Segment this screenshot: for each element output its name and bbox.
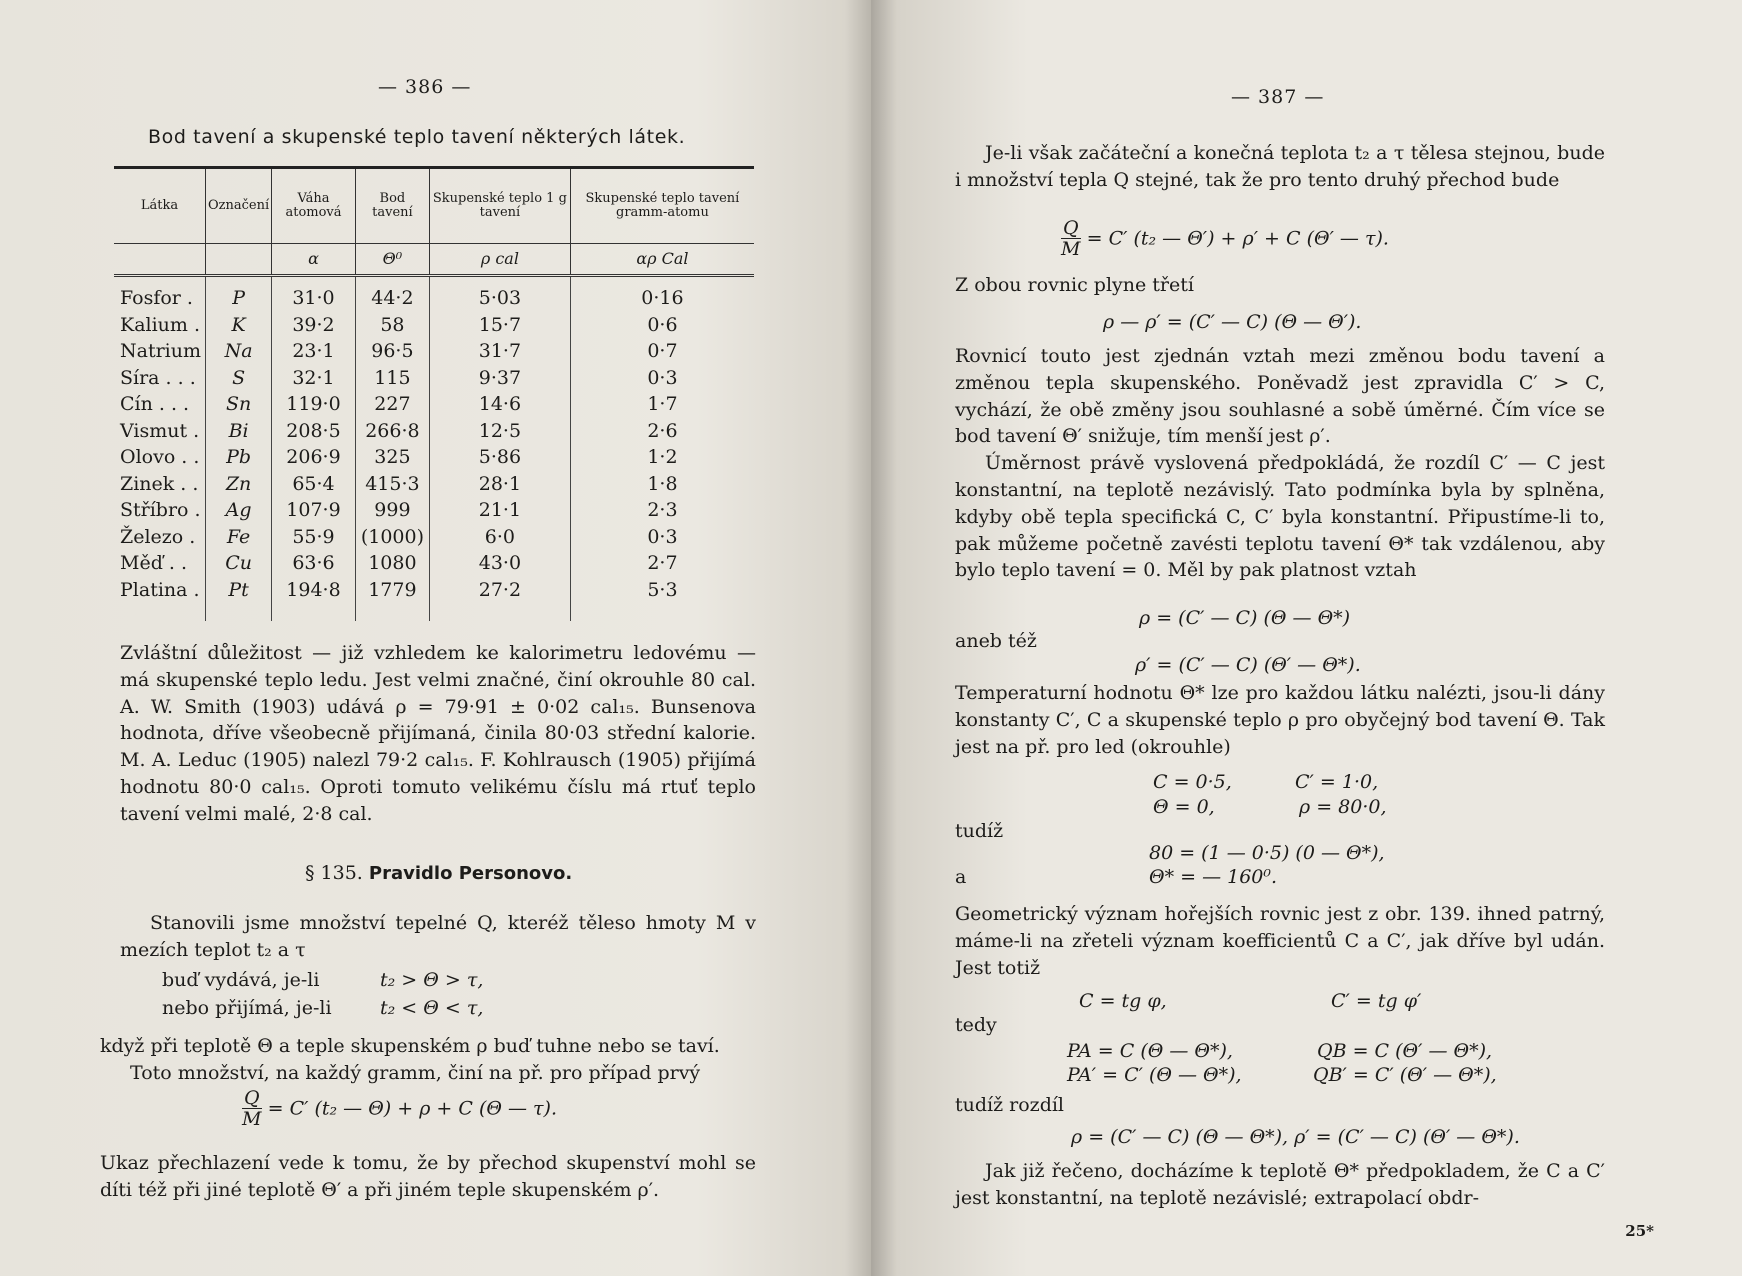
table-cell: 208·5 <box>272 418 356 445</box>
table-cell: Železo . <box>120 525 196 548</box>
table-cell: 65·4 <box>272 471 356 498</box>
table-row <box>114 577 754 622</box>
paragraph-text: Ukaz přechlazení vede k tomu, že by přechod skupenství mohl se díti též při jiné teplotě Θ′ a při jiném teple skupenském ρ′. <box>100 1152 756 1201</box>
table-cell: Fosfor . <box>120 287 193 310</box>
table-cell: Na <box>206 338 272 365</box>
table-cell: 5·03 <box>429 276 570 312</box>
col-subheader: Θ⁰ <box>355 244 429 276</box>
table-cell: Ag <box>206 497 272 524</box>
table-cell: Cu <box>206 550 272 577</box>
paragraph-text: Stanovili jsme množství tepelné Q, kteréž těleso hmoty M v mezích teplot t₂ a τ <box>120 912 756 961</box>
table-row <box>114 550 754 577</box>
paragraph-temperature <box>955 680 1605 760</box>
table-cell: 0·3 <box>570 365 754 392</box>
paragraph-extrapolation <box>955 1158 1605 1212</box>
table-title: Bod tavení a skupenské teplo tavení některých látek. <box>148 126 686 148</box>
paragraph-intro <box>120 910 756 964</box>
table-cell: (1000) <box>355 524 429 551</box>
value-line: Θ = 0, <box>1153 796 1215 818</box>
equation-pa: PA′ = C′ (Θ — Θ*), <box>1067 1064 1242 1086</box>
table-cell: 14·6 <box>429 391 570 418</box>
table-cell: Vismut . <box>120 419 200 442</box>
paragraph-relation <box>955 343 1605 584</box>
col-header: Váha atomová <box>272 168 356 244</box>
table-cell: 206·9 <box>272 444 356 471</box>
equation-text: = C′ (t₂ — Θ′) + ρ′ + C (Θ′ — τ). <box>1086 227 1389 250</box>
condition-line-1 <box>162 967 319 993</box>
table-cell: Olovo . . <box>120 446 200 469</box>
equation-1 <box>242 1088 557 1129</box>
table-cell: S <box>206 365 272 392</box>
table-row <box>114 365 754 392</box>
table-cell: 115 <box>355 365 429 392</box>
table-cell: 1779 <box>355 577 429 622</box>
equation-2 <box>1061 218 1389 259</box>
table-cell: 23·1 <box>272 338 356 365</box>
table-row <box>114 524 754 551</box>
table-row <box>114 471 754 498</box>
table-cell: 31·0 <box>272 276 356 312</box>
col-header: Označení <box>206 168 272 244</box>
text-line: aneb též <box>955 630 1037 652</box>
table-cell: 9·37 <box>429 365 570 392</box>
section-title: Pravidlo Personovo. <box>368 863 573 884</box>
table-cell: 28·1 <box>429 471 570 498</box>
page-387 <box>871 0 1742 1276</box>
equation-qb: QB′ = C′ (Θ′ — Θ*), <box>1313 1064 1497 1086</box>
text-line: tedy <box>955 1014 997 1036</box>
table-cell: Bi <box>206 418 272 445</box>
section-number: § 135. <box>305 862 363 884</box>
table-cell: 266·8 <box>355 418 429 445</box>
table-cell: Pt <box>206 577 272 622</box>
table-cell: Sn <box>206 391 272 418</box>
table-cell: 15·7 <box>429 312 570 339</box>
paragraph-text: Rovnicí touto jest zjednán vztah mezi změnou bodu tavení a změnou tepla skupenského. Poněvadž jest zpravidla C′ > C, vychází, že obě změny jsou souhlasné a sobě úměrné. Čím více se bod tavení Θ′ snižuje, tím menší jest ρ′. <box>955 345 1605 448</box>
col-subheader <box>206 244 272 276</box>
paragraph-text: Toto množství, na každý gramm, činí na př. pro případ prvý <box>130 1061 701 1084</box>
table-cell: 32·1 <box>272 365 356 392</box>
col-subheader: ρ cal <box>429 244 570 276</box>
table-cell: 96·5 <box>355 338 429 365</box>
table-row <box>114 312 754 339</box>
paragraph-text: Temperaturní hodnotu Θ* lze pro každou látku nalézti, jsou-li dány konstanty C′, C a skupenské teplo ρ pro obyčejný bod tavení Θ. Tak jest na př. pro led (okrouhle) <box>955 682 1605 758</box>
table-cell: Zn <box>206 471 272 498</box>
table-row <box>114 391 754 418</box>
equation-5: ρ′ = (C′ — C) (Θ′ — Θ*). <box>1135 654 1361 676</box>
table-subheader-row <box>114 244 754 276</box>
table-cell: Pb <box>206 444 272 471</box>
equation-text: = C′ (t₂ — Θ) + ρ + C (Θ — τ). <box>267 1097 557 1120</box>
table-cell: 1080 <box>355 550 429 577</box>
melting-table <box>114 166 754 621</box>
table-cell: 5·86 <box>429 444 570 471</box>
text-line: a <box>955 866 967 888</box>
table-cell: 2·6 <box>570 418 754 445</box>
table-cell: 999 <box>355 497 429 524</box>
col-subheader: αρ Cal <box>570 244 754 276</box>
paragraph-supercooling <box>100 1150 756 1204</box>
paragraph-ice <box>120 640 756 828</box>
col-subheader: α <box>272 244 356 276</box>
table-cell: 39·2 <box>272 312 356 339</box>
table-cell: 2·3 <box>570 497 754 524</box>
table-row <box>114 338 754 365</box>
table-cell: 5·3 <box>570 577 754 622</box>
table-cell: 31·7 <box>429 338 570 365</box>
table-cell: Síra . . . <box>120 366 196 389</box>
col-subheader <box>114 244 206 276</box>
value-line: ρ = 80·0, <box>1299 796 1387 818</box>
table-body <box>114 276 754 622</box>
table-row <box>114 444 754 471</box>
condition-formula-1: t₂ > Θ > τ, <box>380 969 484 991</box>
table-cell: Měď . . <box>120 552 188 575</box>
table-cell: Kalium . <box>120 313 201 336</box>
equation-7: Θ* = — 160⁰. <box>1149 866 1278 888</box>
table-cell: 1·8 <box>570 471 754 498</box>
table-cell: 325 <box>355 444 429 471</box>
table-cell: 6·0 <box>429 524 570 551</box>
table-cell: 227 <box>355 391 429 418</box>
table-cell: Stříbro . <box>120 499 201 522</box>
table-cell: 194·8 <box>272 577 356 622</box>
condition-text: buď vydává, je-li <box>162 969 320 991</box>
table-cell: 0·6 <box>570 312 754 339</box>
paragraph-text: Úměrnost právě vyslovená předpokládá, že rozdíl C′ — C jest konstantní, na teplotě nezávislý. Tato podmínka byla by splněna, kdyby obě tepla specifická C, C′ byla konstantní. Připustíme-li to, pak můžeme početně zavésti teplotu tavení Θ* tak vzdálenou, aby bylo teplo tavení = 0. Měl by pak platnost vztah <box>955 452 1605 582</box>
text-line: tudíž rozdíl <box>955 1094 1065 1116</box>
paragraph-solidify <box>100 1033 756 1087</box>
table-cell: Natrium <box>120 340 202 363</box>
table-cell: 107·9 <box>272 497 356 524</box>
col-header: Skupenské teplo tavení gramm-atomu <box>570 168 754 244</box>
table-cell: 63·6 <box>272 550 356 577</box>
table-cell: 55·9 <box>272 524 356 551</box>
paragraph-text: Zvláštní důležitost — již vzhledem ke kalorimetru ledovému — má skupenské teplo ledu. Jest velmi značné, činí okrouhle 80 cal. A. W. Smith (1903) udává ρ = 79·91 ± 0·02 cal₁₅. Bunsenova hodnota, dříve všeobecně přijímaná, činila 80·03 střední kalorie. M. A. Leduc (1905) nalezl 79·2 cal₁₅. F. Kohlrausch (1905) přijímá hodnotu 80·0 cal₁₅. Oproti tomuto velikému číslu má rtuť teplo tavení velmi malé, 2·8 cal. <box>120 642 756 825</box>
paragraph-initial-temp <box>955 140 1605 194</box>
section-heading <box>305 862 572 884</box>
table-cell: 1·2 <box>570 444 754 471</box>
value-line: C′ = 1·0, <box>1295 771 1379 793</box>
table-row <box>114 418 754 445</box>
signature-mark: 25* <box>1625 1222 1654 1240</box>
table-header-row <box>114 168 754 244</box>
condition-text: nebo přijímá, je-li <box>162 997 332 1019</box>
fraction: $\frac{Q}{M}$ <box>242 1087 262 1130</box>
table-cell: 0·16 <box>570 276 754 312</box>
table-cell: 44·2 <box>355 276 429 312</box>
paragraph-geometry <box>955 901 1605 981</box>
equation-pa: PA = C (Θ — Θ*), <box>1067 1040 1233 1062</box>
table-cell: 21·1 <box>429 497 570 524</box>
text-line: tudíž <box>955 820 1004 842</box>
fraction: $\frac{Q}{M}$ <box>1061 217 1081 260</box>
value-line: C = 0·5, <box>1153 771 1232 793</box>
equation-4: ρ = (C′ — C) (Θ — Θ*) <box>1139 607 1351 629</box>
paragraph-text: Jak již řečeno, docházíme k teplotě Θ* předpokladem, že C a C′ jest konstantní, na teplotě nezávislé; extrapolací obdr- <box>955 1160 1605 1209</box>
table-cell: 2·7 <box>570 550 754 577</box>
paragraph-text: Je-li však začáteční a konečná teplota t₂ a τ tělesa stejnou, bude i množství tepla Q stejné, tak že pro tento druhý přechod bude <box>955 142 1605 191</box>
equation-tg: C = tg φ, <box>1079 990 1167 1012</box>
table-cell: Fe <box>206 524 272 551</box>
table-cell: 43·0 <box>429 550 570 577</box>
table-row <box>114 276 754 312</box>
equation-3: ρ — ρ′ = (C′ — C) (Θ — Θ′). <box>1103 311 1362 333</box>
table-cell: 27·2 <box>429 577 570 622</box>
table-cell: 119·0 <box>272 391 356 418</box>
col-header: Látka <box>114 168 206 244</box>
condition-line-2 <box>162 995 332 1021</box>
col-header: Skupenské teplo 1 g tavení <box>429 168 570 244</box>
equation-6: 80 = (1 — 0·5) (0 — Θ*), <box>1149 842 1385 864</box>
condition-formula-2: t₂ < Θ < τ, <box>380 997 484 1019</box>
table-cell: 0·7 <box>570 338 754 365</box>
table-cell: Platina . <box>120 578 200 601</box>
table-row <box>114 497 754 524</box>
col-header: Bod tavení <box>355 168 429 244</box>
table-cell: 415·3 <box>355 471 429 498</box>
equation-8: ρ = (C′ — C) (Θ — Θ*), ρ′ = (C′ — C) (Θ′ — Θ*). <box>1071 1126 1520 1148</box>
text-line: Z obou rovnic plyne třetí <box>955 274 1194 296</box>
equation-tg: C′ = tg φ′ <box>1331 990 1422 1012</box>
paragraph-text: když při teplotě Θ a teple skupenském ρ buď tuhne nebo se taví. <box>100 1035 720 1057</box>
page-number: — 387 — <box>1231 86 1325 108</box>
equation-qb: QB = C (Θ′ — Θ*), <box>1317 1040 1493 1062</box>
table-cell: 12·5 <box>429 418 570 445</box>
page-number: — 386 — <box>378 76 472 98</box>
table-cell: Zinek . . <box>120 472 199 495</box>
table-cell: K <box>206 312 272 339</box>
table-cell: Cín . . . <box>120 393 190 416</box>
paragraph-text: Geometrický význam hořejších rovnic jest z obr. 139. ihned patrný, máme-li na zřeteli význam koefficientů C a C′, jak dříve byl udán. Jest totiž <box>955 903 1605 979</box>
table-cell: 0·3 <box>570 524 754 551</box>
table-cell: 1·7 <box>570 391 754 418</box>
table-cell: 58 <box>355 312 429 339</box>
table-cell: P <box>206 276 272 312</box>
